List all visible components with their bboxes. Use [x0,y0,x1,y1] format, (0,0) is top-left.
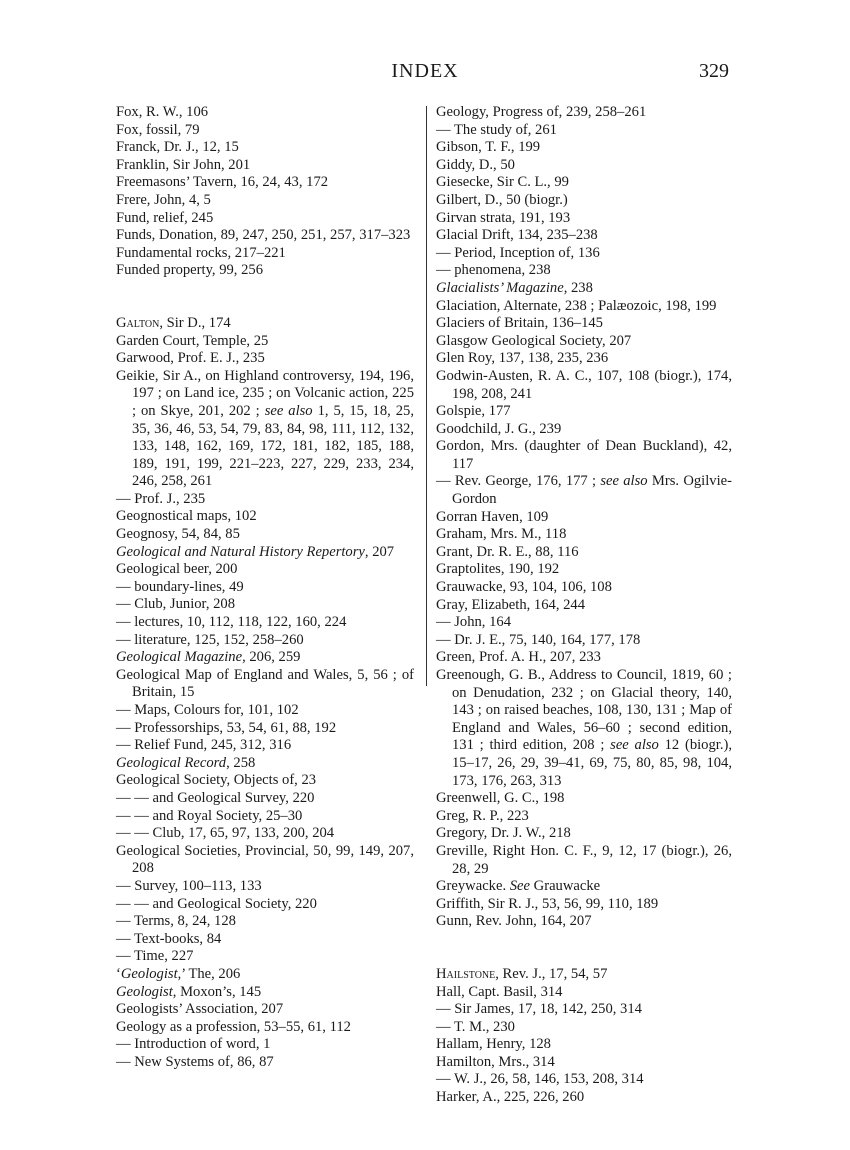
index-entry [116,368,414,491]
entry-text: , Moxon’s, 145 [172,983,262,1000]
index-entry: Glaciers of Britain, 136–145 [436,315,603,332]
index-entry: — New Systems of, 86, 87 [116,1053,274,1070]
index-entry: Frere, John, 4, 5 [116,191,211,208]
entry-text: 1, 5, 15, 18, 25, 35, 36, 46, 53, 54, 79, 83, 84, 98, 111, 112, 132, 133, 148, 162, 169, 172, 181, 182, 185, 188, 189, 191, 199, 221–223, 227, 229, 233, 234, 246, 258, 261 [132,402,414,490]
entry-text: Geikie, Sir A., on Highland controversy, 194, 196, 197 ; on Land ice, 235 ; on Volcanic action, 225 ; on Skye, 201, 202 ; [116,367,414,419]
index-entry: — Terms, 8, 24, 128 [116,913,236,930]
index-entry: — Club, Junior, 208 [116,596,236,613]
index-entry: Gorran Haven, 109 [436,508,549,525]
index-entry: — Relief Fund, 245, 312, 316 [116,737,292,754]
index-group [436,298,732,474]
index-entry: — Period, Inception of, 136 [436,244,600,261]
index-entry [436,280,732,298]
index-entry: Franklin, Sir John, 201 [116,156,251,173]
index-entry [436,473,732,508]
index-group [116,561,414,649]
entry-text: Greenough, G. B., Address to Council, 1819, 60 ; on Denudation, 232 ; on Glacial theory, 140, 143 ; on raised beaches, 108, 130, 131 ; Map of England and Wales, 56–60 ; second edition, 131 ; third edition, 208 ; [436,667,732,754]
index-entry: Franck, Dr. J., 12, 15 [116,139,239,156]
index-entry [116,544,414,562]
publication-title: Geological Magazine [116,649,243,666]
page-number: 329 [699,60,729,82]
index-entry: — Maps, Colours for, 101, 102 [116,702,299,718]
index-entry: Geology, Progress of, 239, 258–261 [436,104,647,120]
index-group [436,896,732,931]
index-group [116,333,414,368]
index-entry: Goodchild, J. G., 239 [436,420,562,437]
index-entry: Geological Society, Objects of, 23 [116,772,317,789]
entry-text: ‘ [116,965,121,982]
index-entry: Fox, fossil, 79 [116,121,200,138]
entry-text: 12 (biogr.), 15–17, 26, 29, 39–41, 69, 75, 80, 85, 98, 104, 173, 176, 263, 313 [452,737,732,789]
index-entry: — — Club, 17, 65, 97, 133, 200, 204 [116,825,335,842]
publication-title: Geological and Natural History Repertory [116,543,365,560]
entry-text: Mrs. Ogilvie-Gordon [452,473,732,508]
index-group [116,491,414,544]
entry-text: , 206, 259 [242,649,301,666]
index-entry: Hall, Capt. Basil, 314 [436,983,563,1000]
index-entry: Geognosy, 54, 84, 85 [116,526,240,543]
index-entry: Fund, relief, 245 [116,209,214,226]
index-entry: — John, 164 [436,614,511,631]
index-entry: — Survey, 100–113, 133 [116,877,262,894]
index-entry: — Time, 227 [116,948,194,965]
index-entry [436,966,732,984]
index-entry: Hamilton, Mrs., 314 [436,1053,555,1070]
index-entry: Garden Court, Temple, 25 [116,332,269,349]
index-entry: — The study of, 261 [436,121,557,138]
index-entry: Gray, Elizabeth, 164, 244 [436,596,586,613]
index-entry: Greville, Right Hon. C. F., 9, 12, 17 (biogr.), 26, 28, 29 [436,842,732,877]
index-entry: Greenwell, G. C., 198 [436,790,565,807]
index-entry: Gibson, T. F., 199 [436,139,541,156]
index-entry: Geognostical maps, 102 [116,508,257,525]
entry-text: , 207 [364,543,395,560]
index-entry: Freemasons’ Tavern, 16, 24, 43, 172 [116,174,329,191]
index-entry: Glasgow Geological Society, 207 [436,332,632,349]
index-group [116,667,414,755]
publication-title: Glacialists’ Magazine [436,279,564,296]
index-entry: Geological beer, 200 [116,561,238,578]
index-entry: Funds, Donation, 89, 247, 250, 251, 257, 317–323 [116,227,411,244]
publication-title: Geologist [116,983,173,1000]
index-entry: Geological Map of England and Wales, 5, 56 ; of Britain, 15 [116,666,414,701]
index-entry [436,878,732,896]
index-entry: Gilbert, D., 50 (biogr.) [436,191,568,208]
publication-title: Geologist [120,965,178,982]
index-entry: Glen Roy, 137, 138, 235, 236 [436,350,609,367]
index-entry: Graptolites, 190, 192 [436,561,560,578]
index-entry: — W. J., 26, 58, 146, 153, 208, 314 [436,1071,644,1088]
index-entry: Gregory, Dr. J. W., 218 [436,825,571,842]
index-entry [116,966,414,984]
index-entry: Gordon, Mrs. (daughter of Dean Buckland), 42, 117 [436,438,732,472]
index-entry: — boundary-lines, 49 [116,578,244,595]
index-entry: Fox, R. W., 106 [116,104,209,120]
index-entry [116,984,414,1002]
index-entry: — Introduction of word, 1 [116,1036,271,1053]
index-entry: Grauwacke, 93, 104, 106, 108 [436,579,612,596]
index-entry: Geologists’ Association, 207 [116,1001,284,1018]
page-header [0,60,850,90]
entry-text: , 258 [226,754,256,771]
index-entry: Glaciation, Alternate, 238 ; Palæozoic, 198, 199 [436,297,717,314]
entry-text: — Rev. George, 176, 177 ; [436,473,601,490]
index-entry [436,667,732,790]
index-entry: Graham, Mrs. M., 118 [436,526,567,543]
index-entry: Funded property, 99, 256 [116,262,263,279]
index-entry: — — and Geological Society, 220 [116,895,317,912]
index-group-h [436,984,732,1107]
index-entry [116,755,414,773]
index-entry: Garwood, Prof. E. J., 235 [116,350,265,367]
entry-text: , Sir D., 174 [159,314,231,331]
column-divider [426,106,427,686]
index-entry: Girvan strata, 191, 193 [436,209,571,226]
index-entry: — Prof. J., 235 [116,490,206,507]
index-entry: Gunn, Rev. John, 164, 207 [436,913,592,930]
index-entry: — Dr. J. E., 75, 140, 164, 177, 178 [436,631,641,648]
cross-reference: see also [610,737,659,754]
index-entry: — Sir James, 17, 18, 142, 250, 314 [436,1001,642,1018]
cross-reference: see also [264,402,313,419]
index-entry: Green, Prof. A. H., 207, 233 [436,649,601,666]
index-entry: Godwin-Austen, R. A. C., 107, 108 (biogr.), 174, 198, 208, 241 [436,367,732,402]
index-entry: — phenomena, 238 [436,262,551,279]
index-group [116,772,414,966]
index-column-right [436,104,732,1107]
index-entry: — Professorships, 53, 54, 61, 88, 192 [116,719,337,736]
index-entry: Fundamental rocks, 217–221 [116,244,286,261]
index-entry: Glacial Drift, 134, 235–238 [436,227,598,244]
cross-reference: see also [600,473,648,490]
publication-title: Geological Record [116,754,227,771]
index-group [116,1001,414,1071]
index-group [436,104,732,280]
index-entry: — Text-books, 84 [116,930,222,947]
index-entry: Giddy, D., 50 [436,156,515,173]
entry-text: , Rev. J., 17, 54, 57 [495,965,608,982]
index-entry: — T. M., 230 [436,1018,515,1035]
entry-text: , 238 [563,279,593,296]
index-entry: Giesecke, Sir C. L., 99 [436,174,569,191]
index-entry: — — and Royal Society, 25–30 [116,807,303,824]
index-column-left [116,104,414,1071]
index-entry: Griffith, Sir R. J., 53, 56, 99, 110, 189 [436,895,659,912]
index-entry: Grant, Dr. R. E., 88, 116 [436,543,579,560]
index-entry [116,649,414,667]
entry-text: ,’ The, 206 [177,965,241,982]
index-group [436,509,732,667]
index-entry: Geological Societies, Provincial, 50, 99, 149, 207, 208 [116,842,414,877]
index-entry: Harker, A., 225, 226, 260 [436,1089,585,1106]
cross-reference: See [509,878,531,895]
index-group-f [116,104,414,280]
index-entry: Hallam, Henry, 128 [436,1036,551,1053]
index-group [436,790,732,878]
entry-text: Grauwacke [530,878,601,895]
index-entry: Golspie, 177 [436,403,511,420]
index-entry [116,315,414,333]
index-entry: Geology as a profession, 53–55, 61, 112 [116,1018,351,1035]
index-entry: — lectures, 10, 112, 118, 122, 160, 224 [116,614,347,631]
section-head-word: Hailstone [436,965,496,982]
section-head-word: Galton [116,314,160,331]
entry-text: Greywacke. [436,878,510,895]
page-title: INDEX [391,60,459,82]
index-entry: — literature, 125, 152, 258–260 [116,631,304,648]
index-entry: — — and Geological Survey, 220 [116,789,315,806]
index-entry: Greg, R. P., 223 [436,807,529,824]
